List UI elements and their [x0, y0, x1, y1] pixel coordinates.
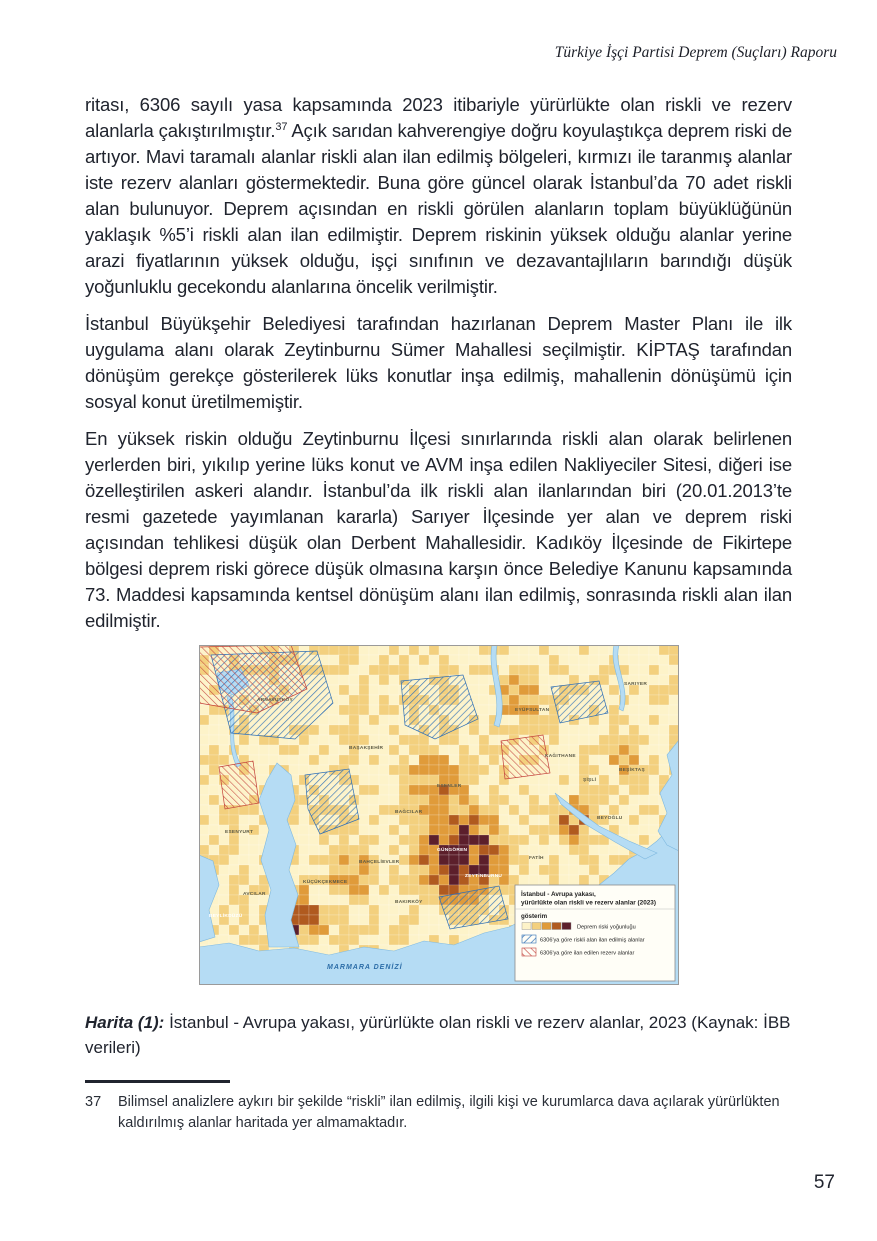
map-caption-label: Harita (1):: [85, 1013, 165, 1032]
legend-heading: gösterim: [520, 913, 547, 920]
legend-riskli-label: 6306'ya göre riskli alan ilan edilmiş alanlar: [539, 937, 645, 944]
footnote-rule: [85, 1080, 230, 1083]
legend-rezerv-label: 6306'ya göre ilan edilen rezerv alanlar: [539, 950, 634, 957]
risk-color-swatch: [562, 923, 571, 930]
map-legend: [515, 885, 675, 981]
risk-color-swatch: [532, 923, 541, 930]
risk-color-swatch: [552, 923, 561, 930]
legend-title-line1: İstanbul - Avrupa yakası,: [520, 891, 596, 898]
district-label: BEYOĞLU: [596, 816, 622, 821]
district-label: BAHÇELİEVLER: [358, 860, 399, 865]
risk-color-swatches: [522, 923, 571, 930]
district-label: ZEYTİNBURNU: [464, 874, 502, 879]
legend-rezerv-swatch: [522, 948, 536, 956]
sea-label: MARMARA DENİZİ: [326, 964, 403, 971]
footnote-text: Bilimsel analizlere aykırı bir şekilde “riskli” ilan edilmiş, ilgili kişi ve kurumlarca dava açılarak yürürlükten kaldırılmış alanlar haritada yer almamaktadır.: [118, 1093, 780, 1131]
running-header: Türkiye İşçi Partisi Deprem (Suçları) Raporu: [554, 44, 837, 61]
district-label: ESENLER: [436, 784, 461, 789]
risk-color-swatch: [522, 923, 531, 930]
footnote-ref-37: 37: [275, 120, 288, 133]
district-label: BAKIRKÖY: [394, 900, 423, 905]
paragraph-1-text: ritası, 6306 sayılı yasa kapsamında 2023 itibariyle yürürlükte olan riskli ve rezerv alanlarla çakıştırılmıştır.: [85, 94, 792, 141]
map-caption-text: İstanbul - Avrupa yakası, yürürlükte olan riskli ve rezerv alanlar, 2023 (Kaynak: İBB verileri): [85, 1013, 791, 1057]
district-label: ARNAVUTKÖY: [256, 698, 293, 703]
legend-riskli-swatch: [522, 935, 536, 943]
paragraph-1: [85, 92, 792, 300]
map-figure: [199, 645, 679, 990]
district-label: KAĞITHANE: [544, 754, 576, 759]
district-label: FATİH: [528, 856, 544, 861]
page-content: [85, 92, 792, 1134]
rezerv-area: [501, 735, 550, 779]
footnote-37: [85, 1092, 792, 1134]
legend-title-line2: yürürlükte olan riskli ve rezerv alanlar (2023): [520, 899, 656, 907]
paragraph-1-continued: Açık sarıdan kahverengiye doğru koyulaştıkça deprem riski de artıyor. Mavi taramalı alanlar riskli alan ilan edilmiş bölgeleri, kırmızı ile taranmış alanlar iste rezerv alanları göstermektedir. Buna göre güncel olarak İstanbul’da 70 adet riskli alan bulunuyor. Deprem açısından en riskli görülen alanların toplam büyüklüğünün yaklaşık %5’i riskli alan ilan edilmiştir. Deprem riskinin yüksek olduğu alanlar yerine arazi fiyatlarının yüksek olduğu, işçi sınıfının ve dezavantajlıların barındığı düşük yoğunluklu gecekondu alanlarına öncelik verilmiştir.: [85, 120, 792, 297]
district-label: GÜNGÖREN: [436, 848, 467, 853]
district-label: BEŞİKTAŞ: [618, 768, 645, 773]
district-label: BAŞAKŞEHİR: [348, 746, 383, 751]
risk-color-swatch: [542, 923, 551, 930]
district-label: ŞİŞLİ: [582, 778, 596, 783]
district-label: SARIYER: [623, 682, 647, 687]
district-label: AVCILAR: [242, 892, 266, 897]
legend-risk-label: Deprem riski yoğunluğu: [576, 924, 636, 931]
map-caption: [85, 1010, 792, 1060]
district-label: KÜÇÜKÇEKMECE: [302, 880, 347, 885]
district-label: BEYLİKDÜZÜ: [208, 914, 242, 919]
paragraph-2: İstanbul Büyükşehir Belediyesi tarafından hazırlanan Deprem Master Planı ile ilk uygulama alanı olarak Zeytinburnu Sümer Mahallesi seçilmiştir. KİPTAŞ tarafından dönüşüm gerekçe gösterilerek lüks konutlar inşa edilmiş, mahallenin dönüşümü için sosyal konut üretilmemiştir.: [85, 313, 792, 412]
page-number: 57: [813, 1172, 835, 1193]
istanbul-risk-map: [199, 645, 679, 985]
rezerv-area: [219, 761, 259, 809]
district-label: BAĞCILAR: [394, 810, 422, 815]
paragraph-3: En yüksek riskin olduğu Zeytinburnu İlçesi sınırlarında riskli alan olarak belirlenen yerlerden biri, yıkılıp yerine lüks konut ve AVM inşa edilen Nakliyeciler Sitesi, diğeri ise özelleştirilen askeri alandır. İstanbul’da ilk riskli alan ilanlarından biri (20.01.2013’te resmi gazetede yayımlanan kararla) Sarıyer İlçesinde yer alan ve deprem riski açısından tehlikesi düşük olan Derbent Mahallesidir. Kadıköy İlçesinde de Fikirtepe bölgesi deprem riski görece düşük olmasına karşın önce Belediye Kanunu kapsamında 73. Maddesi kapsamında kentsel dönüşüm alanı ilan edilmiş, sonrasında riskli alan ilan edilmiştir.: [85, 428, 792, 631]
district-label: EYÜPSULTAN: [514, 708, 549, 713]
district-label: ESENYURT: [224, 830, 253, 835]
footnote-number: 37: [85, 1093, 102, 1110]
